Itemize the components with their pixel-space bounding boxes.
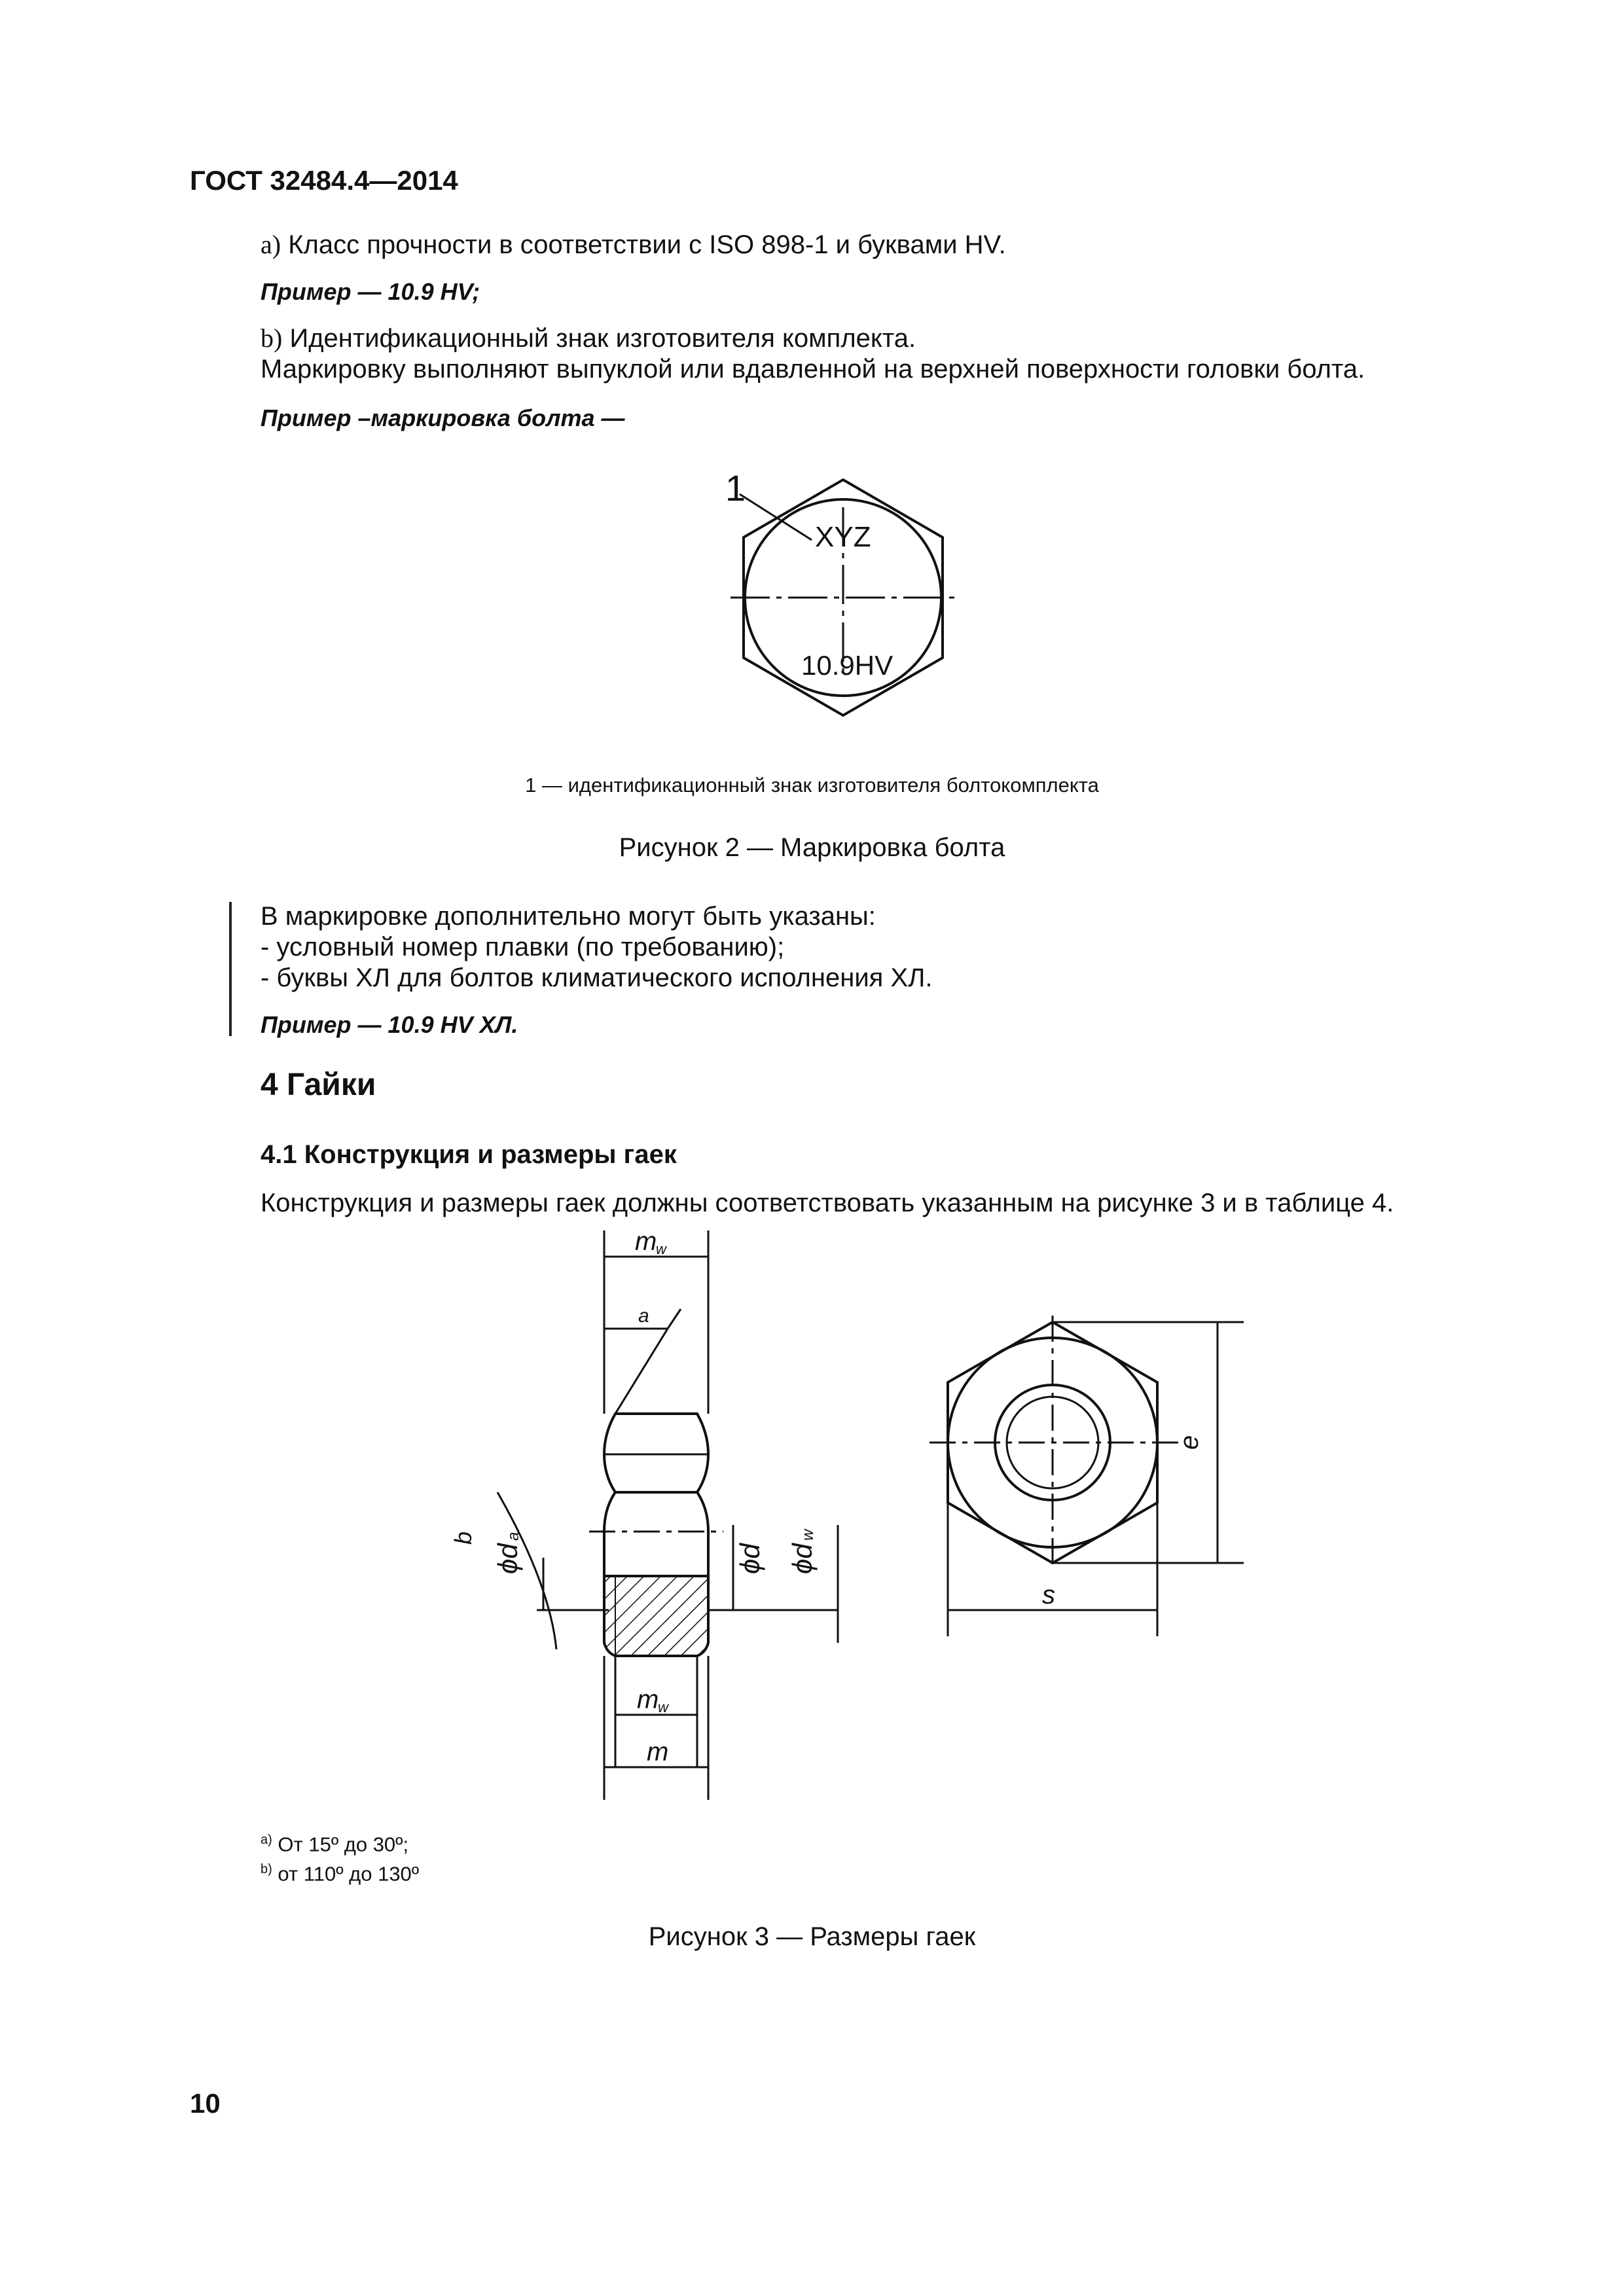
nut-side-view: [589, 1414, 723, 1656]
figure2-legend: 1 — идентификационный знак изготовителя болтокомплекта: [525, 774, 1099, 797]
list-item-a: [261, 229, 1006, 260]
footnote-b: [261, 1862, 419, 1886]
marking-paragraph: Маркировку выполняют выпуклой или вдавленной на верхней поверхности головки болта.: [261, 355, 1365, 384]
example-1: Пример — 10.9 HV;: [261, 278, 480, 305]
label-phi-da: ϕd: [492, 1543, 523, 1574]
list-text-a: Класс прочности в соответствии с ISO 898-1 и буквами HV.: [281, 230, 1006, 259]
label-m: m: [647, 1738, 669, 1767]
document-header: ГОСТ 32484.4—2014: [190, 165, 458, 196]
callout-number-1: 1: [725, 468, 746, 509]
list-text-b: Идентификационный знак изготовителя комплекта.: [282, 324, 916, 353]
nut-dimensions-figure: [419, 1217, 1270, 1806]
footnote-a-text: От 15º до 30º;: [272, 1833, 409, 1856]
label-mw-top-sub: w: [656, 1241, 666, 1257]
bolt-head-marking-figure: [720, 468, 982, 736]
section-4-1-text: Конструкция и размеры гаек должны соответствовать указанным на рисунке 3 и в таблице 4.: [261, 1189, 1394, 1217]
label-a: a: [638, 1305, 649, 1327]
label-da-sub: a: [505, 1532, 522, 1541]
section-4-title: 4 Гайки: [261, 1067, 376, 1102]
label-mw-top: m: [635, 1227, 657, 1256]
nut-top-view: [929, 1316, 1178, 1571]
label-phi-dw: ϕd: [787, 1543, 818, 1574]
label-e: e: [1175, 1435, 1204, 1450]
additional-line-1: В маркировке дополнительно могут быть указаны:: [261, 902, 876, 931]
example-3: Пример — 10.9 HV ХЛ.: [261, 1011, 518, 1038]
label-b: b: [450, 1531, 477, 1545]
label-mw-bottom: m: [637, 1685, 659, 1714]
mark-bottom-text: 10.9HV: [801, 650, 893, 681]
label-s: s: [1042, 1581, 1055, 1609]
label-mw-bottom-sub: w: [658, 1699, 668, 1715]
example-2: Пример –маркировка болта —: [261, 404, 625, 431]
page-number: 10: [190, 2088, 221, 2119]
label-dw-sub: w: [799, 1529, 817, 1541]
footnote-b-mark: b): [261, 1862, 272, 1876]
footnote-a: [261, 1833, 408, 1856]
label-phi-d: ϕd: [734, 1543, 765, 1574]
figure3-caption: Рисунок 3 — Размеры гаек: [648, 1922, 976, 1951]
additional-line-3: - буквы ХЛ для болтов климатического исполнения ХЛ.: [261, 963, 933, 992]
mark-top-text: XYZ: [815, 521, 871, 553]
section-4-1-title: 4.1 Конструкция и размеры гаек: [261, 1140, 677, 1169]
additional-line-2: - условный номер плавки (по требованию);: [261, 933, 785, 961]
footnote-b-text: от 110º до 130º: [272, 1862, 420, 1886]
list-marker-a: a): [261, 230, 281, 259]
footnote-a-mark: a): [261, 1833, 272, 1847]
list-marker-b: b): [261, 323, 283, 353]
figure2-caption: Рисунок 2 — Маркировка болта: [619, 833, 1005, 862]
list-item-b: [261, 323, 916, 353]
change-bar: [229, 902, 232, 1036]
